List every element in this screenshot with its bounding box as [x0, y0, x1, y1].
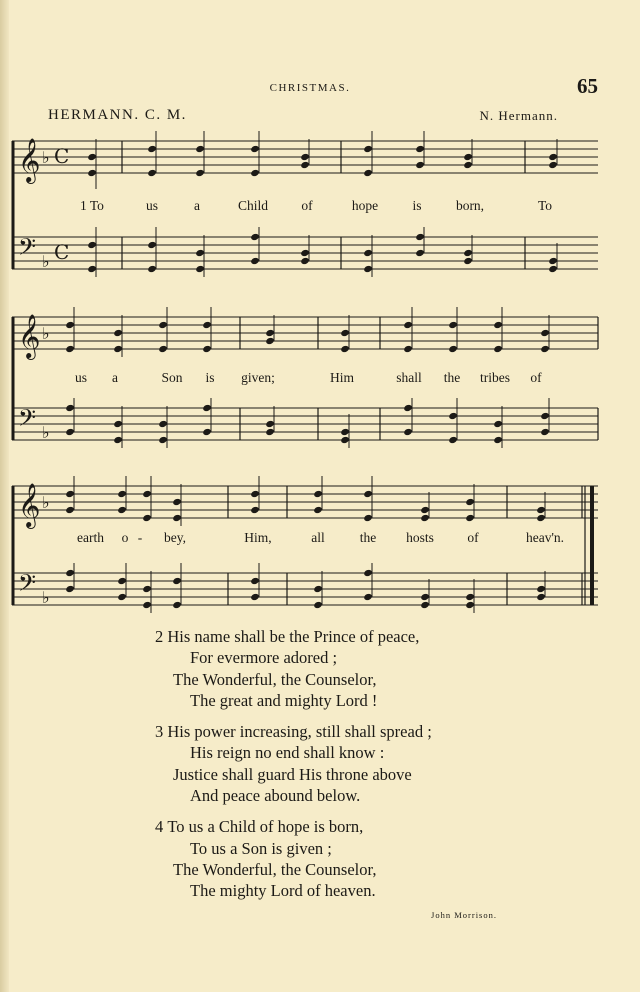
stanza-4 — [0, 816, 640, 901]
note-head — [250, 169, 260, 177]
flat-sign: ♭ — [42, 493, 50, 512]
note-head — [415, 145, 425, 153]
note-head — [540, 345, 550, 353]
lyric-word: - — [137, 530, 143, 545]
note-head — [340, 345, 350, 353]
stanza-line: For evermore adored ; — [190, 648, 338, 668]
note-head — [117, 577, 127, 585]
note-head — [87, 169, 97, 177]
lyric-word: is — [205, 370, 215, 385]
note-head — [540, 412, 550, 420]
note-head — [265, 337, 275, 345]
note-head — [313, 490, 323, 498]
lyric-word: all — [311, 530, 325, 545]
note-head — [420, 514, 430, 522]
note-head — [117, 490, 127, 498]
note-head — [147, 265, 157, 273]
stanza-number: 4 — [155, 817, 164, 837]
note-head — [536, 506, 546, 514]
note-head — [420, 506, 430, 514]
bass-clef: 𝄢 — [18, 233, 37, 266]
note-head — [403, 321, 413, 329]
note-head — [202, 345, 212, 353]
note-head — [172, 577, 182, 585]
note-head — [265, 428, 275, 436]
lyric-word: the — [443, 370, 461, 385]
note-head — [420, 593, 430, 601]
treble-clef: 𝄞 — [18, 483, 41, 527]
bass-clef: 𝄢 — [18, 569, 37, 602]
common-time-sign: C — [54, 240, 70, 264]
note-head — [363, 569, 373, 577]
lyric-word: us — [75, 370, 88, 385]
note-head — [363, 514, 373, 522]
note-head — [65, 569, 75, 577]
lyric-word: of — [530, 370, 542, 385]
lyric-word: Son — [161, 370, 183, 385]
note-head — [540, 329, 550, 337]
lyric-word: of — [301, 198, 313, 213]
stanza-line: The Wonderful, the Counselor, — [173, 859, 377, 879]
lyric-word: born, — [455, 198, 485, 213]
note-head — [415, 233, 425, 241]
tune-name: HERMANN. C. M. — [48, 107, 187, 123]
final-bar — [590, 486, 594, 605]
note-head — [363, 249, 373, 257]
lyric-word: of — [467, 530, 479, 545]
lyric-word: a — [194, 198, 200, 213]
note-head — [172, 498, 182, 506]
note-head — [117, 593, 127, 601]
note-head — [363, 265, 373, 273]
treble-clef: 𝄞 — [18, 314, 41, 358]
stanza-line: And peace abound below. — [190, 786, 361, 806]
note-head — [463, 153, 473, 161]
note-head — [403, 404, 413, 412]
note-head — [448, 436, 458, 444]
note-head — [448, 321, 458, 329]
note-head — [265, 420, 275, 428]
flat-sign: ♭ — [42, 588, 50, 607]
treble-clef: 𝄞 — [18, 138, 41, 182]
note-head — [340, 428, 350, 436]
note-head — [250, 490, 260, 498]
running-head: CHRISTMAS. — [269, 82, 351, 94]
stanza-number: 2 — [155, 627, 164, 646]
note-head — [250, 257, 260, 265]
note-head — [172, 514, 182, 522]
note-head — [147, 169, 157, 177]
note-head — [195, 145, 205, 153]
note-head — [147, 145, 157, 153]
stanza-2 — [0, 626, 640, 711]
note-head — [158, 436, 168, 444]
note-head — [147, 241, 157, 249]
lyric-word: a — [112, 370, 118, 385]
note-head — [142, 490, 152, 498]
stanza-line: The mighty Lord of heaven. — [190, 881, 376, 901]
note-head — [313, 506, 323, 514]
note-head — [65, 345, 75, 353]
lyric-word: hope — [351, 198, 379, 213]
note-head — [536, 585, 546, 593]
lyric-word: Him, — [244, 530, 272, 545]
note-head — [250, 145, 260, 153]
lyric-word: Him — [329, 370, 355, 385]
stanza-line — [0, 721, 640, 742]
note-head — [415, 161, 425, 169]
note-head — [113, 420, 123, 428]
note-head — [403, 428, 413, 436]
hymn-author: John Morrison. — [431, 910, 497, 920]
bass-clef: 𝄢 — [18, 404, 37, 437]
note-head — [465, 514, 475, 522]
stanzas — [0, 626, 640, 912]
note-head — [195, 169, 205, 177]
lyric-word: hosts — [406, 530, 434, 545]
note-head — [548, 257, 558, 265]
composer: N. Hermann. — [479, 108, 558, 123]
note-head — [300, 249, 310, 257]
note-head — [300, 153, 310, 161]
note-head — [548, 161, 558, 169]
note-head — [87, 265, 97, 273]
note-head — [158, 345, 168, 353]
lyric-word: o — [121, 530, 129, 545]
lyric-word: is — [412, 198, 422, 213]
note-head — [548, 153, 558, 161]
note-head — [448, 412, 458, 420]
note-head — [195, 249, 205, 257]
lyric-word: the — [359, 530, 377, 545]
lyric-word: tribes — [480, 370, 510, 385]
stanza-text: His power increasing, still shall spread ; — [167, 722, 432, 742]
flat-sign: ♭ — [42, 148, 50, 167]
note-head — [540, 428, 550, 436]
note-head — [202, 321, 212, 329]
note-head — [415, 249, 425, 257]
note-head — [172, 601, 182, 609]
note-head — [65, 321, 75, 329]
note-head — [142, 514, 152, 522]
note-head — [65, 428, 75, 436]
note-head — [493, 420, 503, 428]
note-head — [142, 585, 152, 593]
note-head — [195, 265, 205, 273]
note-head — [420, 601, 430, 609]
stanza-number: 3 — [155, 722, 164, 742]
note-head — [465, 498, 475, 506]
stanza-line — [0, 816, 640, 837]
stanza-text: To us a Child of hope is born, — [167, 817, 364, 837]
lyric-word: earth — [77, 530, 104, 545]
lyric-word: us — [145, 198, 159, 213]
note-head — [65, 404, 75, 412]
lyric-word: shall — [396, 370, 422, 385]
page-number: 65 — [577, 74, 598, 98]
stanza-line: Justice shall guard His throne above — [173, 764, 412, 784]
note-head — [113, 345, 123, 353]
note-head — [250, 506, 260, 514]
note-head — [158, 420, 168, 428]
note-head — [363, 145, 373, 153]
lyric-word: heav'n. — [525, 530, 565, 545]
note-head — [493, 321, 503, 329]
stanza-line: His reign no end shall know : — [190, 743, 385, 763]
note-head — [493, 345, 503, 353]
note-head — [202, 428, 212, 436]
note-head — [117, 506, 127, 514]
note-head — [113, 436, 123, 444]
note-head — [250, 593, 260, 601]
note-head — [300, 257, 310, 265]
note-head — [65, 490, 75, 498]
note-head — [142, 601, 152, 609]
note-head — [65, 506, 75, 514]
flat-sign: ♭ — [42, 252, 50, 271]
stanza-text: His name shall be the Prince of peace, — [167, 627, 420, 646]
stanza-line: The Wonderful, the Counselor, — [173, 669, 377, 689]
note-head — [536, 593, 546, 601]
note-head — [313, 585, 323, 593]
note-head — [65, 585, 75, 593]
lyric-word: given; — [241, 370, 275, 385]
lyric-word: To — [537, 198, 553, 213]
note-head — [536, 514, 546, 522]
note-head — [548, 265, 558, 273]
note-head — [87, 153, 97, 161]
lyric-word: 1 To — [80, 198, 104, 213]
note-head — [265, 329, 275, 337]
note-head — [87, 241, 97, 249]
stanza-line: The great and mighty Lord ! — [190, 690, 378, 710]
note-head — [313, 601, 323, 609]
note-head — [250, 577, 260, 585]
note-head — [113, 329, 123, 337]
note-head — [363, 169, 373, 177]
note-head — [363, 593, 373, 601]
stanza-line: To us a Son is given ; — [190, 838, 332, 858]
note-head — [463, 249, 473, 257]
note-head — [465, 601, 475, 609]
flat-sign: ♭ — [42, 423, 50, 442]
note-head — [463, 257, 473, 265]
note-head — [448, 345, 458, 353]
note-head — [493, 436, 503, 444]
note-head — [463, 161, 473, 169]
common-time-sign: C — [54, 144, 70, 168]
note-head — [340, 329, 350, 337]
flat-sign: ♭ — [42, 324, 50, 343]
stanza-line — [0, 626, 640, 647]
note-head — [250, 233, 260, 241]
note-head — [363, 490, 373, 498]
note-head — [340, 436, 350, 444]
lyric-word: bey, — [164, 530, 186, 545]
note-head — [202, 404, 212, 412]
stanza-3 — [0, 721, 640, 806]
note-head — [465, 593, 475, 601]
lyric-word: Child — [237, 198, 269, 213]
note-head — [158, 321, 168, 329]
note-head — [403, 345, 413, 353]
note-head — [300, 161, 310, 169]
